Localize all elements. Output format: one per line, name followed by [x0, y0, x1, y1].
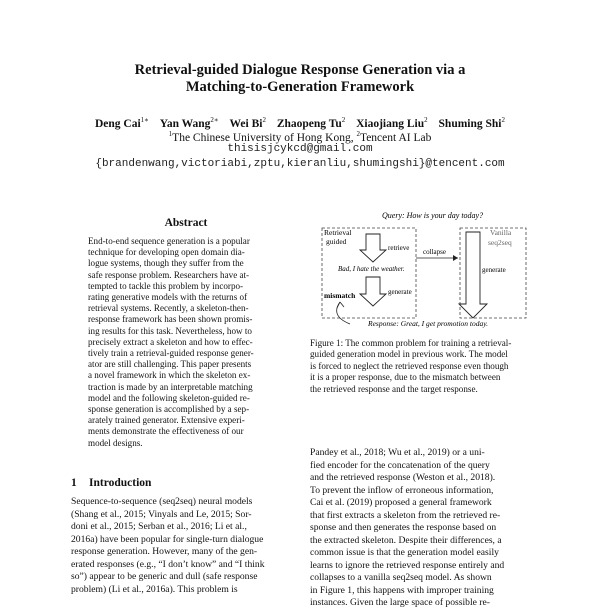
- retrieval-guided-label-1: Retrieval: [324, 228, 352, 237]
- caption-line: the retrieved response and the target response.: [310, 383, 478, 394]
- affiliation: $^1$The Chinese University of Hong Kong, $^2$Tencent AI Lab: [168, 130, 432, 144]
- intro-line: response generation. However, many of the gen-: [71, 546, 258, 557]
- collapse-label: collapse: [423, 248, 446, 256]
- body-line: Cai et al. (2019) proposed a general framework: [310, 497, 492, 508]
- retrieval-guided-label-2: guided: [326, 237, 347, 246]
- retrieved-response: Bad, I hate the weather.: [338, 265, 405, 273]
- abstract-line: ator are still challenging. This paper presents: [88, 359, 252, 370]
- abstract-line: ments demonstrate the effectiveness of our: [88, 426, 244, 437]
- abstract-line: logue systems, though they suffer from the: [88, 258, 244, 269]
- author: Xiaojiang Liu$^2$: [356, 116, 428, 130]
- author: Yan Wang$^{2∗}$: [159, 116, 219, 130]
- section-number: 1: [71, 477, 77, 489]
- intro-line: erated responses (e.g., “I don’t know” and “I think: [71, 558, 265, 570]
- body-line: collapses to a vanilla seq2seq model. As shown: [310, 572, 492, 583]
- body-line: Pandey et al., 2018; Wu et al., 2019) or a uni-: [310, 447, 485, 458]
- caption-line: it is a proper response, due to the mismatch between: [310, 372, 501, 383]
- intro-line: (Shang et al., 2015; Vinyals and Le, 2015; Sor-: [71, 508, 252, 520]
- figure-caption: [310, 338, 537, 395]
- generate-arrow-right: [459, 232, 487, 318]
- introduction-heading: [71, 477, 301, 489]
- retrieve-arrow: [360, 234, 386, 262]
- body-line: To prevent the inflow of erroneous information,: [310, 484, 494, 496]
- abstract-line: technique for developing open domain dia-: [88, 247, 245, 258]
- body-line: in Figure 1, this happens with improper training: [310, 584, 494, 596]
- right-column-body: [310, 447, 537, 610]
- title-line-1: Retrieval-guided Dialogue Response Generation via a: [134, 62, 466, 78]
- introduction-body: [71, 496, 301, 596]
- abstract-line: model and the following skeleton-guided re-: [88, 392, 250, 403]
- caption-line: Figure 1: The common problem for training a retrieval-: [310, 338, 512, 348]
- figure-response: Response: Great, I get promotion today.: [368, 319, 489, 328]
- body-line: fied encoder for the concatenation of the query: [310, 459, 490, 471]
- retrieve-label: retrieve: [388, 244, 410, 252]
- abstract-line: precisely extract a skeleton and how to effec-: [88, 336, 253, 347]
- caption-line: is forced to neglect the retrieved response even though: [310, 360, 509, 371]
- author: Zhaopeng Tu$^2$: [276, 116, 346, 130]
- generate-arrow-left: [360, 277, 386, 306]
- body-line: that first extracts a skeleton from the retrieved re-: [310, 509, 501, 521]
- caption-line: guided generation model in previous work. The model: [310, 349, 508, 360]
- vanilla-label-2: seq2seq: [488, 238, 512, 247]
- section-title: Introduction: [89, 477, 152, 489]
- abstract-line: rating generative models with the returns of: [88, 292, 248, 303]
- generate-right-label: generate: [482, 266, 506, 274]
- abstract-line: sponse generation is accomplished by a sep-: [88, 404, 250, 415]
- mismatch-label: mismatch: [324, 291, 356, 300]
- abstract-line: safe response problem. Researchers have at-: [88, 269, 250, 280]
- body-line: and the retrieved response (Weston et al., 2018).: [310, 472, 496, 483]
- email-primary: thisisjcykcd@gmail.com: [227, 143, 373, 155]
- body-line: the extracted skeleton. Despite their differences, a: [310, 534, 502, 546]
- body-line: learns to ignore the retrieved response entirely and: [310, 559, 505, 571]
- vanilla-label-1: Vanilla: [490, 228, 512, 237]
- intro-line: problem) (Li et al., 2016a). This problem is: [71, 583, 238, 595]
- collapse-arrowhead: [453, 255, 458, 261]
- author: Shuming Shi$^2$: [438, 116, 506, 130]
- body-line: sponse and then generates the response based on: [310, 522, 497, 533]
- author: Wei Bi$^2$: [229, 116, 266, 130]
- abstract-line: End-to-end sequence generation is a popular: [88, 236, 250, 246]
- email-group: {brandenwang,victoriabi,zptu,kieranliu,shumingshi}@tencent.com: [95, 158, 505, 170]
- abstract-line: traction is made by an interpretable matching: [88, 381, 253, 392]
- abstract-line: arately trained generator. Extensive experi-: [88, 415, 245, 426]
- abstract-body: [88, 236, 284, 449]
- generate-left-label: generate: [388, 288, 412, 296]
- intro-line: doni et al., 2015; Serban et al., 2016; Li et al.,: [71, 521, 247, 532]
- abstract-line: tempted to tackle this problem by incorpo-: [88, 280, 244, 291]
- body-line: common issue is that the generation model easily: [310, 547, 499, 558]
- paper-title: [0, 62, 600, 96]
- figure-1: [310, 208, 537, 332]
- abstract-line: model designs.: [88, 437, 143, 448]
- author: Deng Cai$^{1∗}$: [94, 116, 149, 130]
- figure-query: Query: How is your day today?: [382, 211, 484, 220]
- body-line: instances. Given the large space of possible re-: [310, 597, 490, 608]
- figure-diagram: [310, 208, 537, 332]
- intro-line: 2016a) have been popular for single-turn dialogue: [71, 533, 264, 545]
- abstract-line: a novel framework in which the skeleton ex-: [88, 370, 251, 381]
- abstract-heading: Abstract: [164, 217, 208, 229]
- intro-line: so”) appear to be generic and dull (safe response: [71, 571, 258, 582]
- intro-line: Sequence-to-sequence (seq2seq) neural models: [71, 496, 253, 507]
- abstract-line: tively train a retrieval-guided response gener-: [88, 348, 254, 359]
- title-line-2: Matching-to-Generation Framework: [185, 79, 415, 95]
- abstract-line: response framework has been shown promis-: [88, 314, 253, 325]
- abstract-line: ing results for this task. Nevertheless, how to: [88, 325, 252, 336]
- abstract-line: retrieval systems. Recently, a skeleton-then-: [88, 303, 249, 314]
